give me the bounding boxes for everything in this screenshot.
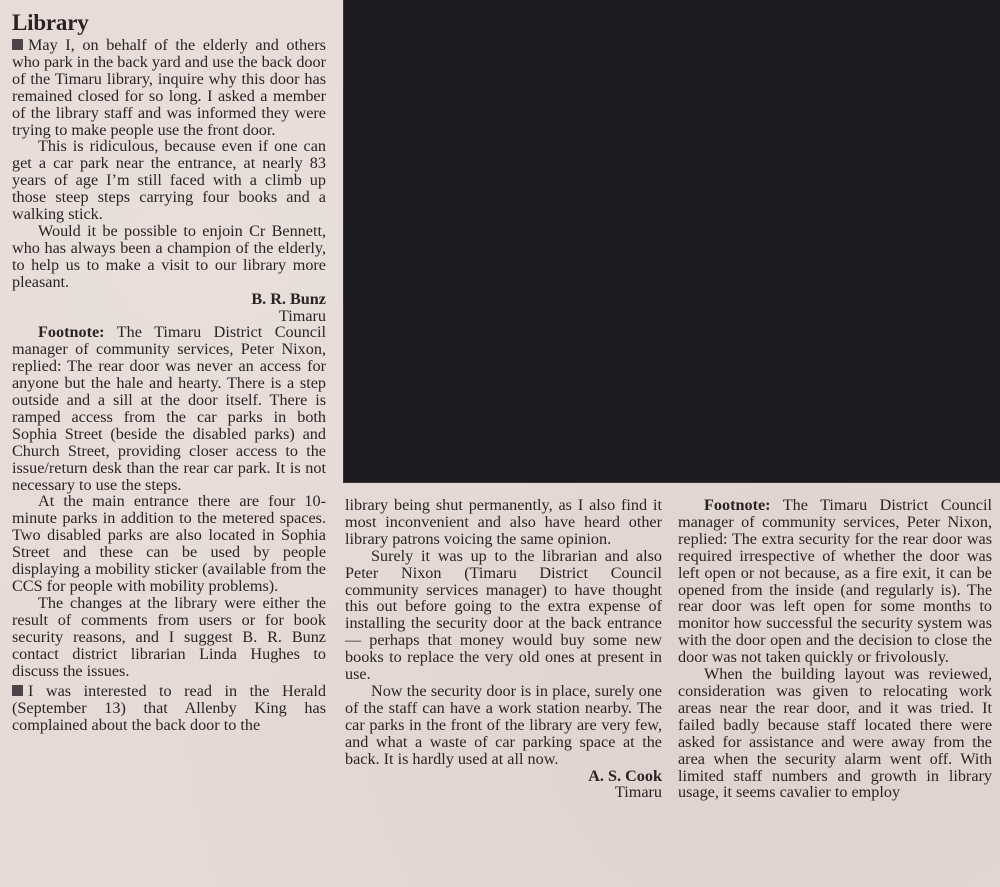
letter-paragraph: This is ridiculous, because even if one can get a car park near the entrance, at nearly 83 years of age I’m still faced with a climb up those steep steps carrying four books and a walking stick. [12, 137, 326, 224]
letter-paragraph: May I, on behalf of the elderly and others who park in the back yard and use the back door of the Timaru library, inquire why this door has remained closed for so long. I asked a member of the library staff and was informed they were trying to make people use the front door. [12, 36, 326, 139]
footnote-reply-1 [12, 324, 326, 679]
signature-name: B. R. Bunz [251, 289, 326, 308]
square-bullet-icon [12, 39, 23, 50]
signature-place: Timaru [278, 306, 326, 325]
signature-place: Timaru [614, 783, 662, 802]
footnote-paragraph: The changes at the library were either the result of comments from users or for book security reasons, and I suggest B. R. Bunz contact district librarian Linda Hughes to discuss the issues. [12, 593, 326, 680]
letter-paragraph: Now the security door is in place, surely one of the staff can have a work station nearby. The car parks in the front of the library are very few, and what a waste of car parking space at the back. It is hardly used at all now. [345, 681, 662, 768]
footnote-label: Footnote: [704, 496, 771, 514]
column-3 [678, 497, 992, 801]
letter-paragraph: library being shut permanently, as I also find it most inconvenient and also have heard other library patrons voicing the same opinion. [345, 496, 662, 548]
column-2 [345, 497, 662, 801]
section-headline: Library [12, 10, 89, 35]
column-1 [12, 10, 326, 734]
square-bullet-icon [12, 685, 23, 696]
footnote-label: Footnote: [38, 323, 105, 342]
letter-paragraph: Surely it was up to the librarian and also Peter Nixon (Timaru District Council community services manager) to have thought this out before going to the extra expense of installing the security door at the back entrance — perhaps that money would buy some new books to replace the very old ones at present in use. [345, 546, 662, 684]
dark-photo-block [343, 0, 1000, 483]
letter-paragraph: I was interested to read in the Herald (September 13) that Allenby King has complained about the back door to the [12, 682, 326, 735]
letter-paragraph: Would it be possible to enjoin Cr Bennett, who has always been a champion of the elderly, to help us to make a visit to our library more pleasant. [12, 221, 326, 291]
footnote-paragraph: At the main entrance there are four 10-minute parks in addition to the metered spaces. Two disabled parks are also located in Sophia Street and these can be used by people displaying a mobility sticker (available from the CCS for people with mobility problems). [12, 492, 326, 595]
footnote-paragraph: When the building layout was reviewed, consideration was given to relocating work areas near the rear door, and it was tried. It failed badly because staff located there were asked for assistance and were away from the area when the security alarm went off. With limited staff numbers and growth in library usage, it seems cavalier to employ [678, 665, 992, 802]
letter-bunz [12, 37, 326, 324]
letter-cook-continued [345, 497, 662, 801]
signature-name: A. S. Cook [588, 766, 662, 785]
footnote-paragraph: Footnote: The Timaru District Council manager of community services, Peter Nixon, replied: The extra security for the rear door was required irrespective of whether the door was left open or not because, as a fire exit, it can be opened from the inside (and regularly is). The rear door was left open for some months to monitor how successful the security system was with the door open and the decision to close the door was not taken quickly or frivolously. [678, 496, 992, 667]
footnote-reply-2 [678, 497, 992, 801]
footnote-paragraph: Footnote: The Timaru District Council manager of community services, Peter Nixon, replied: The rear door was never an access for anyone but the hale and hearty. There is a step outside and a sill at the door itself. There is ramped access from the car parks in both Sophia Street (beside the disabled parks) and Church Street, providing closer access to the issue/return desk than the rear car park. It is not necessary to use the steps. [12, 323, 326, 494]
letter-cook-start [12, 683, 326, 734]
